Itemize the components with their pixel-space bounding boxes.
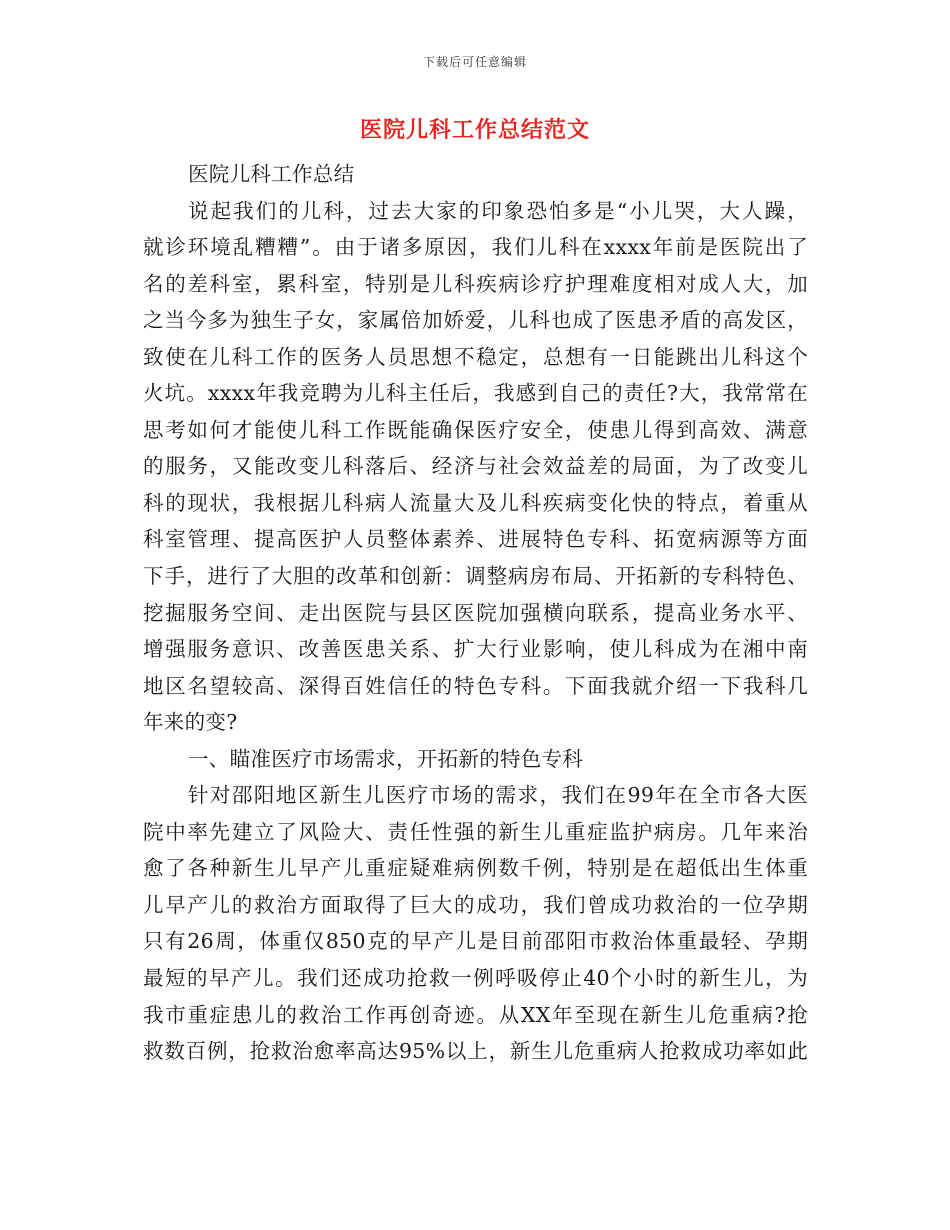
paragraph-line: 地区名望较高、深得百姓信任的特色专科。下面我就介绍一下我科几 [143,673,808,698]
paragraph-line: 火坑。xxxx年我竞聘为儿科主任后，我感到自己的责任?大，我常常在 [143,381,808,406]
paragraph-line: 挖掘服务空间、走出医院与县区医院加强横向联系，提高业务水平、 [143,600,808,625]
paragraph-line: 思考如何才能使儿科工作既能确保医疗安全，使患儿得到高效、满意 [143,417,808,442]
paragraph-line: 我市重症患儿的救治工作再创奇迹。从XX年至现在新生儿危重病?抢 [143,1002,808,1027]
section-heading: 医院儿科工作总结 [188,162,355,186]
paragraph-line: 增强服务意识、改善医患关系、扩大行业影响，使儿科成为在湘中南 [143,637,808,662]
paragraph-line: 针对邵阳地区新生儿医疗市场的需求，我们在99年在全市各大医 [188,783,808,808]
paragraph-line: 院中率先建立了风险大、责任性强的新生儿重症监护病房。几年来治 [143,819,808,844]
paragraph-line: 科的现状，我根据儿科病人流量大及儿科疾病变化快的特点，着重从 [143,490,808,515]
paragraph-line: 说起我们的儿科，过去大家的印象恐怕多是“小儿哭，大人躁， [188,198,808,223]
section-heading: 一、瞄准医疗市场需求，开拓新的特色专科 [188,746,584,771]
paragraph-line: 科室管理、提高医护人员整体素养、进展特色专科、拓宽病源等方面 [143,527,808,552]
paragraph-line: 下手，进行了大胆的改革和创新：调整病房布局、开拓新的专科特色、 [143,564,808,589]
paragraph-line: 名的差科室，累科室，特别是儿科疾病诊疗护理难度相对成人大，加 [143,271,808,296]
document-title: 医院儿科工作总结范文 [359,117,590,143]
paragraph-line: 救数百例，抢救治愈率高达95%以上，新生儿危重病人抢救成功率如此 [143,1039,808,1064]
paragraph-line: 最短的早产儿。我们还成功抢救一例呼吸停止40个小时的新生儿，为 [143,966,808,991]
page-header-note: 下载后可任意编辑 [422,55,527,69]
document-body [143,156,808,1070]
paragraph-line: 的服务，又能改变儿科落后、经济与社会效益差的局面，为了改变儿 [143,454,808,479]
paragraph-line: 致使在儿科工作的医务人员思想不稳定，总想有一日能跳出儿科这个 [143,344,808,369]
paragraph-line: 只有26周，体重仅850克的早产儿是目前邵阳市救治体重最轻、孕期 [143,929,808,954]
paragraph-line: 之当今多为独生子女，家属倍加娇爱，儿科也成了医患矛盾的高发区， [143,308,808,333]
paragraph-line: 儿早产儿的救治方面取得了巨大的成功，我们曾成功救治的一位孕期 [143,892,808,917]
paragraph-line: 年来的变? [143,710,238,735]
paragraph-line: 愈了各种新生儿早产儿重症疑难病例数千例，特别是在超低出生体重 [143,856,808,881]
paragraph-line: 就诊环境乱糟糟”。由于诸多原因，我们儿科在xxxx年前是医院出了 [143,235,808,260]
